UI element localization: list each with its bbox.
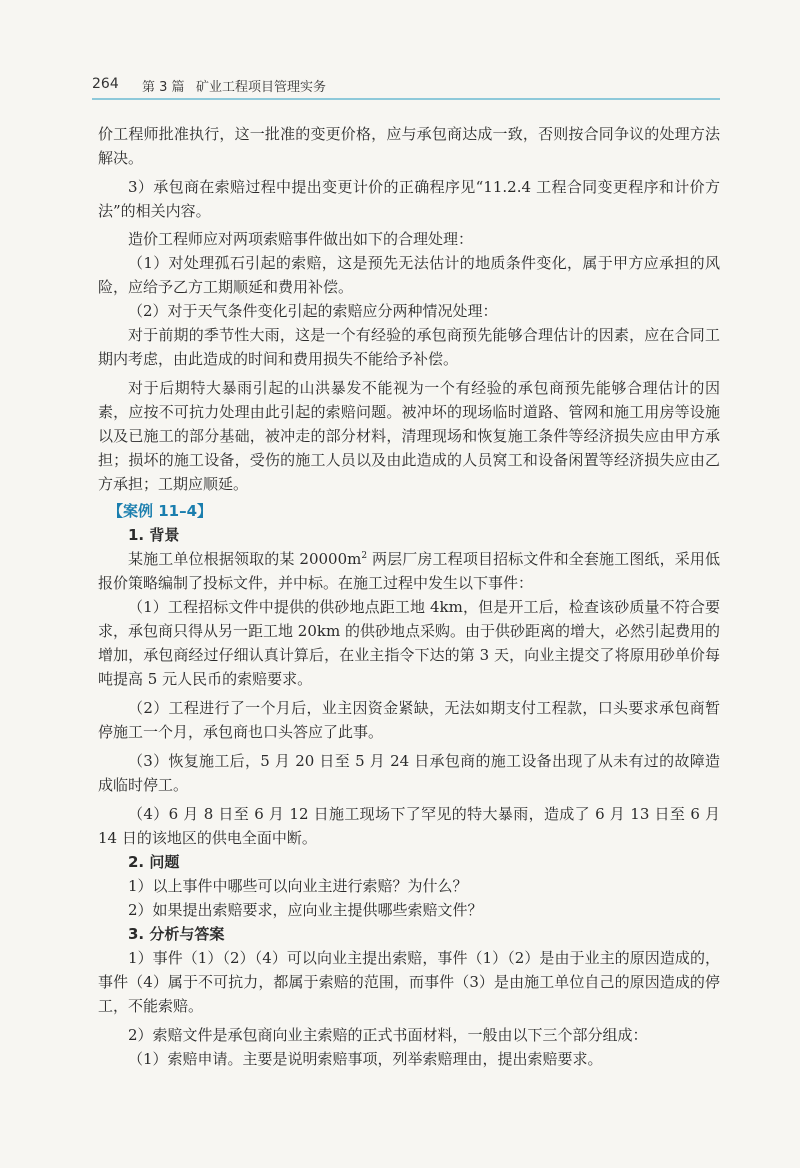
paragraph-continued: 价工程师批准执行，这一批准的变更价格，应与承包商达成一致，否则按合同争议的处理方法解决。 (98, 125, 720, 167)
paragraph-event-3: （3）恢复施工后，5 月 20 日至 5 月 24 日承包商的施工设备出现了从未有过的故障造成临时停工。 (98, 752, 720, 794)
section-heading-answers: 3. 分析与答案 (128, 925, 225, 943)
paragraph-answer-2: 2）索赔文件是承包商向业主索赔的正式书面材料，一般由以下三个部分组成： (128, 1026, 648, 1044)
header-rule (92, 98, 720, 100)
paragraph-item-3: 3）承包商在索赔过程中提出变更计价的正确程序见“11.2.4 工程合同变更程序和计价方法”的相关内容。 (98, 178, 720, 220)
paragraph-storm: 对于后期特大暴雨引起的山洪暴发不能视为一个有经验的承包商预先能够合理估计的因素，应按不可抗力处理由此引起的索赔问题。被冲坏的现场临时道路、管网和施工用房等设施以及已施工的部分基础，被冲走的部分材料，清理现场和恢复施工条件等经济损失应由甲方承担；损坏的施工设备，受伤的施工人员以及由此造成的人员窝工和设备闲置等经济损失应由乙方承担；工期应顺延。 (98, 379, 720, 493)
page-header (92, 76, 720, 96)
page-body (98, 122, 720, 1071)
paragraph-handling-2: （2）对于天气条件变化引起的索赔应分两种情况处理： (128, 302, 498, 320)
paragraph-answer-1: 1）事件（1）（2）（4）可以向业主提出索赔，事件（1）（2）是由于业主的原因造成的，事件（4）属于不可抗力，都属于索赔的范围，而事件（3）是由施工单位自己的原因造成的停工，不能索赔。 (98, 949, 720, 1015)
section-heading-background: 1. 背景 (128, 526, 180, 544)
paragraph-question-2: 2）如果提出索赔要求，应向业主提供哪些索赔文件？ (128, 901, 483, 919)
paragraph-event-1: （1）工程招标文件中提供的供砂地点距工地 4km，但是开工后，检查该砂质量不符合要求，承包商只得从另一距工地 20km 的供砂地点采购。由于供砂距离的增大，必然引起费用的增加，承包商经过仔细认真计算后，在业主指令下达的第 3 天，向业主提交了将原用砂单价每吨提高 5 元人民币的索赔要求。 (98, 598, 720, 688)
paragraph-background: 某施工单位根据领取的某 $20000m^2$ 两层厂房工程项目招标文件和全套施工图纸，采用低报价策略编制了投标文件，并中标。在施工过程中发生以下事件： (98, 550, 720, 592)
paragraph-question-1: 1）以上事件中哪些可以向业主进行索赔？为什么？ (128, 877, 468, 895)
section-heading-questions: 2. 问题 (128, 853, 180, 871)
paragraph-event-2: （2）工程进行了一个月后，业主因资金紧缺，无法如期支付工程款，口头要求承包商暂停施工一个月，承包商也口头答应了此事。 (98, 699, 720, 741)
paragraph-intro: 造价工程师应对两项索赔事件做出如下的合理处理： (128, 230, 474, 248)
book-title: 矿业工程项目管理实务 (196, 80, 327, 95)
superscript: 2 (361, 551, 368, 561)
paragraph-seasonal-rain: 对于前期的季节性大雨，这是一个有经验的承包商预先能够合理估计的因素，应在合同工期内考虑，由此造成的时间和费用损失不能给予补偿。 (98, 326, 720, 368)
paragraph-event-4: （4）6 月 8 日至 6 月 12 日施工现场下了罕见的特大暴雨，造成了 6 月 13 日至 6 月 14 日的该地区的供电全面中断。 (98, 805, 720, 847)
page-number: 264 (92, 76, 119, 92)
case-title: 【案例 11–4】 (108, 502, 213, 520)
paragraph-handling-1: （1）对处理孤石引起的索赔，这是预先无法估计的地质条件变化，属于甲方应承担的风险，应给予乙方工期顺延和费用补偿。 (98, 254, 720, 296)
part-label: 第 3 篇 (142, 80, 185, 95)
paragraph-answer-2-item-1: （1）索赔申请。主要是说明索赔事项，列举索赔理由，提出索赔要求。 (128, 1050, 603, 1068)
